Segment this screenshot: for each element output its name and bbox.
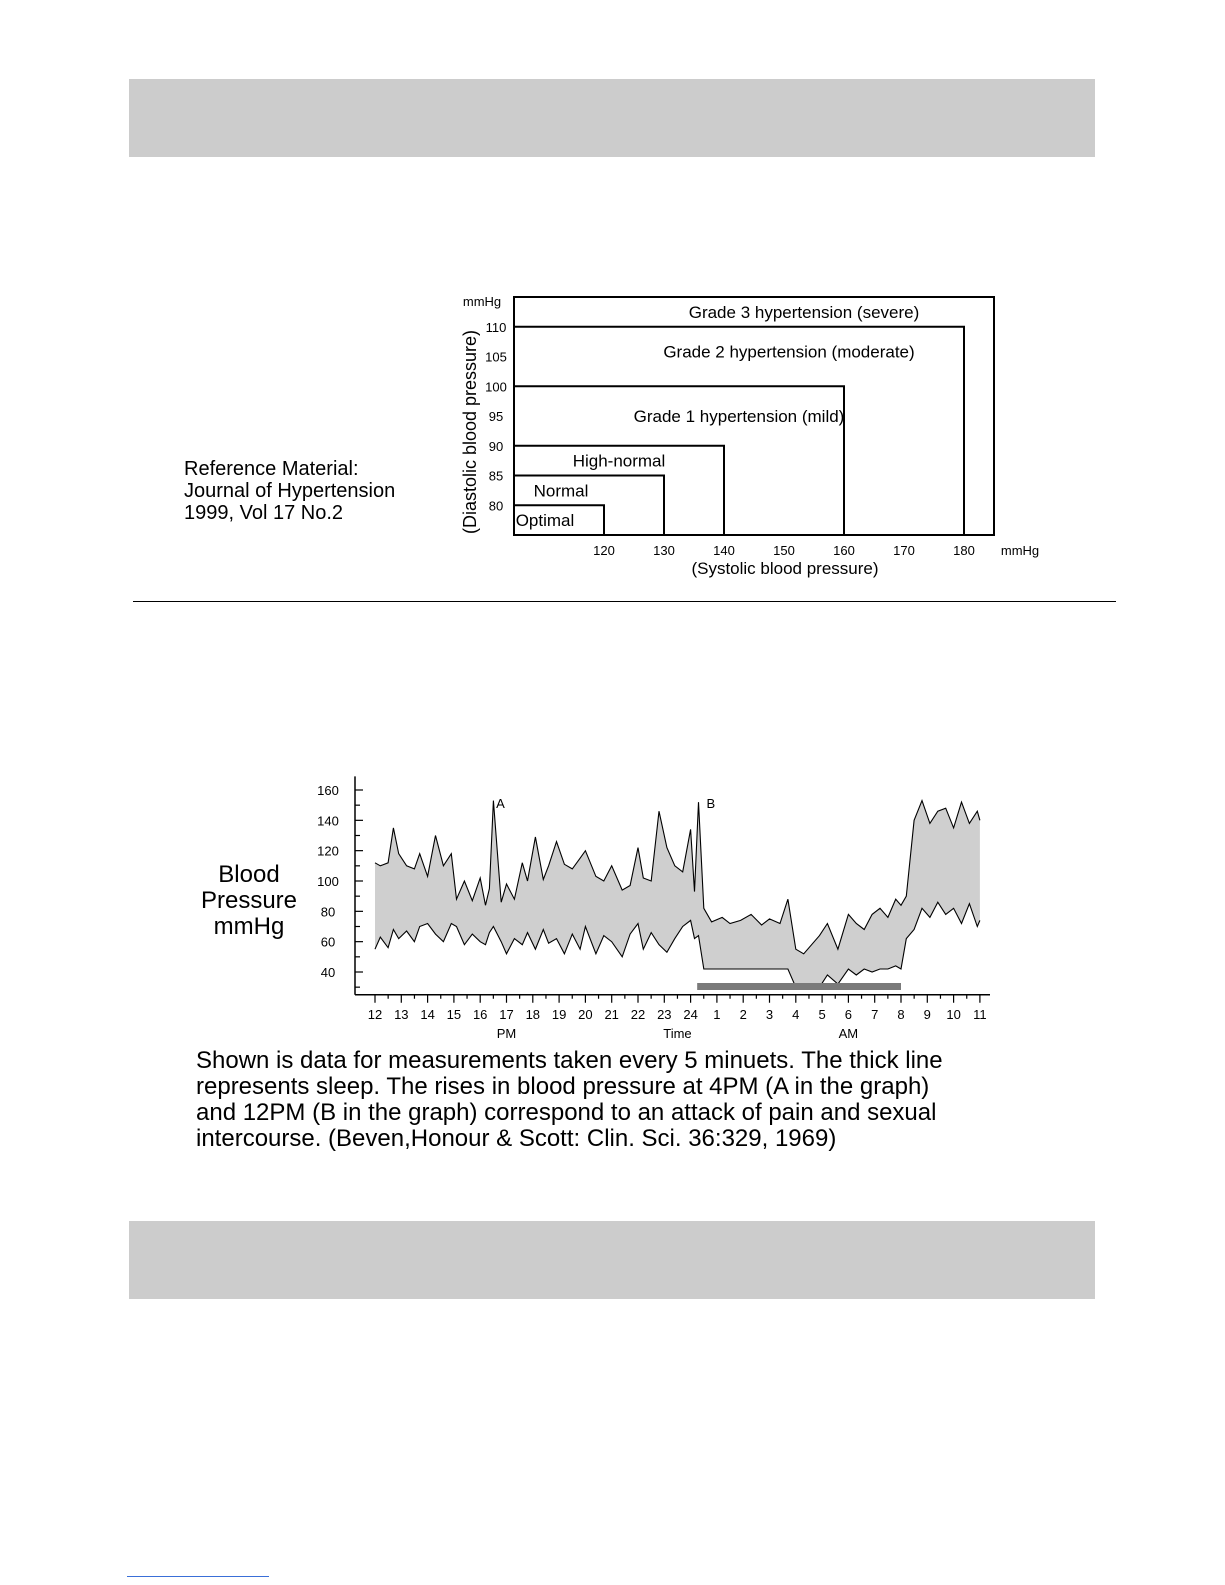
x-axis-title: (Systolic blood pressure) xyxy=(691,559,879,578)
bp-chart-caption xyxy=(196,1048,1016,1152)
x-tick-label: 160 xyxy=(833,543,855,558)
x-tick-label: 2 xyxy=(739,1006,747,1022)
x-tick-label: 170 xyxy=(893,543,915,558)
x-tick-label: 18 xyxy=(525,1006,541,1022)
zone-label: Optimal xyxy=(515,511,575,531)
reference-line: 1999, Vol 17 No.2 xyxy=(184,502,344,524)
x-unit-label: mmHg xyxy=(1000,543,1040,558)
reference-line: Reference Material: xyxy=(184,458,359,480)
y-axis-title: (Diastolic blood pressure) xyxy=(460,329,480,535)
y-tick-label: 120 xyxy=(317,843,339,859)
x-sublabel: AM xyxy=(838,1025,859,1041)
x-sublabel: PM xyxy=(496,1025,517,1041)
y-tick-label: 100 xyxy=(317,873,339,889)
y-tick-label: 90 xyxy=(488,438,504,454)
sleep-bar xyxy=(697,983,901,990)
x-tick-label: 140 xyxy=(713,543,735,558)
caption-line: represents sleep. The rises in blood pressure at 4PM (A in the graph) xyxy=(196,1073,930,1100)
x-tick-label: 180 xyxy=(953,543,975,558)
y-tick-label: 100 xyxy=(485,379,507,395)
bp-range-area xyxy=(375,801,980,988)
x-tick-label: 6 xyxy=(844,1006,853,1022)
y-tick-label: 140 xyxy=(317,813,339,829)
caption-line: and 12PM (B in the graph) correspond to an attack of pain and sexual xyxy=(196,1099,937,1126)
x-tick-label: 3 xyxy=(765,1006,774,1022)
x-tick-label: 20 xyxy=(578,1006,593,1022)
zone-label: Grade 2 hypertension (moderate) xyxy=(663,342,915,362)
bp-axis-label-line: Pressure xyxy=(200,887,298,914)
x-sublabel: Time xyxy=(663,1025,692,1041)
y-unit-label: mmHg xyxy=(462,294,502,309)
x-tick-label: 19 xyxy=(551,1006,567,1022)
y-tick-label: 95 xyxy=(488,409,504,424)
x-tick-label: 13 xyxy=(394,1006,409,1022)
x-tick-label: 8 xyxy=(897,1006,905,1022)
footnote-rule xyxy=(127,1576,269,1577)
annotation-label: B xyxy=(706,796,716,812)
x-tick-label: 10 xyxy=(946,1006,961,1022)
x-tick-label: 15 xyxy=(446,1006,462,1022)
zone-label: High-normal xyxy=(572,451,666,471)
x-tick-label: 4 xyxy=(792,1006,800,1022)
y-tick-label: 40 xyxy=(320,965,336,980)
x-tick-label: 16 xyxy=(472,1006,488,1022)
x-tick-label: 1 xyxy=(713,1006,721,1022)
caption-line: intercourse. (Beven,Honour & Scott: Clin. Sci. 36:329, 1969) xyxy=(196,1125,837,1152)
x-tick-label: 120 xyxy=(593,543,615,558)
y-tick-label: 105 xyxy=(485,349,507,365)
zone-label: Grade 1 hypertension (mild) xyxy=(633,407,845,426)
x-tick-label: 150 xyxy=(773,543,795,558)
x-tick-label: 17 xyxy=(499,1006,514,1022)
x-tick-label: 23 xyxy=(657,1006,672,1022)
y-tick-label: 85 xyxy=(488,468,504,484)
footer-band xyxy=(129,1221,1095,1299)
caption-line: Shown is data for measurements taken every 5 minuets. The thick line xyxy=(196,1047,943,1074)
x-tick-label: 14 xyxy=(420,1006,435,1022)
bp-axis-label-line: Blood xyxy=(218,861,280,888)
x-tick-label: 130 xyxy=(653,543,675,558)
x-tick-label: 12 xyxy=(367,1006,383,1022)
zone-label: Normal xyxy=(533,481,589,501)
reference-line: Journal of Hypertension xyxy=(184,480,396,502)
bp-axis-label-line: mmHg xyxy=(213,913,285,940)
y-tick-label: 110 xyxy=(485,319,507,335)
x-tick-label: 5 xyxy=(818,1006,826,1022)
y-tick-label: 80 xyxy=(320,904,336,920)
y-tick-label: 60 xyxy=(320,934,336,950)
zone-label: Grade 3 hypertension (severe) xyxy=(688,302,920,322)
x-tick-label: 9 xyxy=(923,1006,931,1022)
annotation-label: A xyxy=(496,796,505,812)
x-tick-label: 11 xyxy=(973,1006,987,1022)
x-tick-label: 7 xyxy=(871,1006,879,1022)
x-tick-label: 21 xyxy=(604,1006,619,1022)
y-tick-label: 80 xyxy=(488,498,504,514)
y-tick-label: 160 xyxy=(317,782,339,798)
x-tick-label: 22 xyxy=(630,1006,646,1022)
x-tick-label: 24 xyxy=(683,1006,698,1022)
